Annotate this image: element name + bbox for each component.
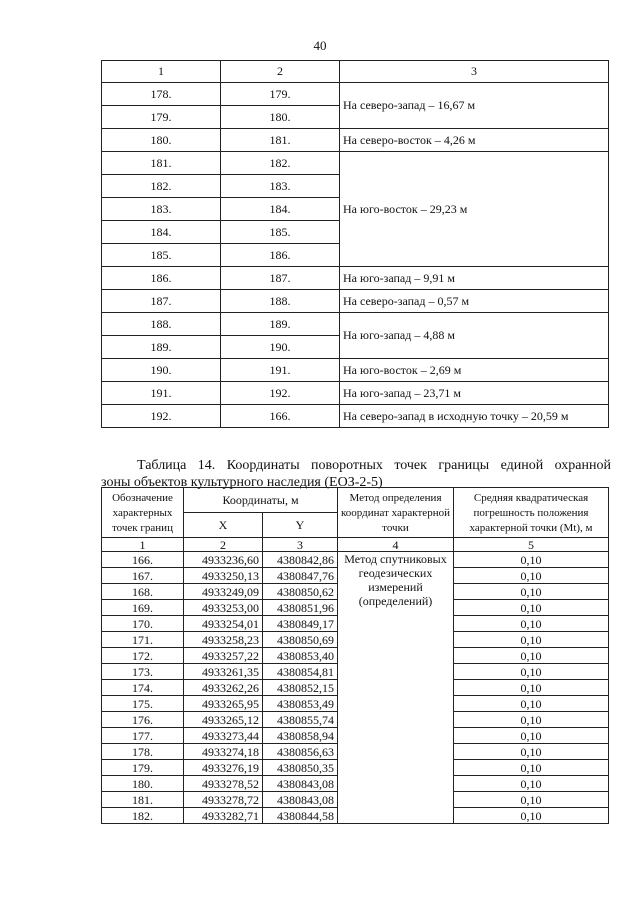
column-number: 3 xyxy=(340,61,609,83)
mt-cell: 0,10 xyxy=(454,728,609,744)
to-point: 182. xyxy=(221,152,340,175)
y-cell: 4380842,86 xyxy=(263,552,338,568)
to-point: 191. xyxy=(221,359,340,382)
from-point: 189. xyxy=(102,336,221,359)
y-cell: 4380856,63 xyxy=(263,744,338,760)
y-cell: 4380843,08 xyxy=(263,792,338,808)
mt-cell: 0,10 xyxy=(454,680,609,696)
to-point: 180. xyxy=(221,106,340,129)
x-cell: 4933274,18 xyxy=(184,744,263,760)
point-cell: 176. xyxy=(102,712,184,728)
mt-cell: 0,10 xyxy=(454,760,609,776)
mt-cell: 0,10 xyxy=(454,664,609,680)
point-cell: 172. xyxy=(102,648,184,664)
point-cell: 167. xyxy=(102,568,184,584)
from-point: 180. xyxy=(102,129,221,152)
point-cell: 175. xyxy=(102,696,184,712)
to-point: 166. xyxy=(221,405,340,428)
column-number: 2 xyxy=(221,61,340,83)
direction-cell: На юго-запад – 4,88 м xyxy=(340,313,609,359)
column-numbers-row xyxy=(102,538,609,552)
table-row xyxy=(102,129,609,152)
table-row xyxy=(102,359,609,382)
to-point: 179. xyxy=(221,83,340,106)
to-point: 183. xyxy=(221,175,340,198)
point-cell: 180. xyxy=(102,776,184,792)
table-row xyxy=(102,313,609,336)
x-cell: 4933273,44 xyxy=(184,728,263,744)
x-cell: 4933257,22 xyxy=(184,648,263,664)
x-cell: 4933265,12 xyxy=(184,712,263,728)
mt-cell: 0,10 xyxy=(454,712,609,728)
table-row xyxy=(102,290,609,313)
y-header: Y xyxy=(263,513,338,538)
y-cell: 4380854,81 xyxy=(263,664,338,680)
table-row xyxy=(102,83,609,106)
to-point: 185. xyxy=(221,221,340,244)
from-point: 185. xyxy=(102,244,221,267)
point-header: Обозначение характерных точек границ xyxy=(102,488,184,538)
from-point: 178. xyxy=(102,83,221,106)
from-point: 182. xyxy=(102,175,221,198)
y-cell: 4380852,15 xyxy=(263,680,338,696)
x-cell: 4933236,60 xyxy=(184,552,263,568)
to-point: 189. xyxy=(221,313,340,336)
mt-cell: 0,10 xyxy=(454,744,609,760)
to-point: 188. xyxy=(221,290,340,313)
caption-line-1: Таблица 14. Координаты поворотных точек границы единой охранной xyxy=(137,458,611,473)
mt-cell: 0,10 xyxy=(454,808,609,824)
y-cell: 4380847,76 xyxy=(263,568,338,584)
to-point: 192. xyxy=(221,382,340,405)
x-cell: 4933278,72 xyxy=(184,792,263,808)
direction-cell: На юго-восток – 2,69 м xyxy=(340,359,609,382)
coordinates-table xyxy=(101,487,609,824)
direction-cell: На северо-восток – 4,26 м xyxy=(340,129,609,152)
table-row xyxy=(102,152,609,175)
point-cell: 179. xyxy=(102,760,184,776)
y-cell: 4380850,62 xyxy=(263,584,338,600)
from-point: 191. xyxy=(102,382,221,405)
table-header-row xyxy=(102,488,609,513)
point-cell: 178. xyxy=(102,744,184,760)
y-cell: 4380853,40 xyxy=(263,648,338,664)
column-number: 1 xyxy=(102,61,221,83)
to-point: 184. xyxy=(221,198,340,221)
direction-cell: На юго-запад – 23,71 м xyxy=(340,382,609,405)
point-cell: 169. xyxy=(102,600,184,616)
from-point: 187. xyxy=(102,290,221,313)
y-cell: 4380843,08 xyxy=(263,776,338,792)
mt-cell: 0,10 xyxy=(454,792,609,808)
direction-cell: На юго-запад – 9,91 м xyxy=(340,267,609,290)
direction-cell: На северо-запад в исходную точку – 20,59 м xyxy=(340,405,609,428)
x-cell: 4933249,09 xyxy=(184,584,263,600)
mt-cell: 0,10 xyxy=(454,616,609,632)
column-number: 1 xyxy=(102,538,184,552)
x-cell: 4933282,71 xyxy=(184,808,263,824)
from-point: 181. xyxy=(102,152,221,175)
direction-cell: На северо-запад – 16,67 м xyxy=(340,83,609,129)
x-cell: 4933265,95 xyxy=(184,696,263,712)
from-point: 183. xyxy=(102,198,221,221)
x-cell: 4933250,13 xyxy=(184,568,263,584)
y-cell: 4380851,96 xyxy=(263,600,338,616)
direction-cell: На юго-восток – 29,23 м xyxy=(340,152,609,267)
table-row xyxy=(102,267,609,290)
from-point: 184. xyxy=(102,221,221,244)
x-cell: 4933254,01 xyxy=(184,616,263,632)
y-cell: 4380844,58 xyxy=(263,808,338,824)
column-number: 5 xyxy=(454,538,609,552)
boundary-directions-table xyxy=(101,60,609,428)
from-point: 179. xyxy=(102,106,221,129)
mt-cell: 0,10 xyxy=(454,648,609,664)
point-cell: 181. xyxy=(102,792,184,808)
x-cell: 4933253,00 xyxy=(184,600,263,616)
error-header: Средняя квадратическая погрешность положения характерной точки (Mt), м xyxy=(454,488,609,538)
point-cell: 174. xyxy=(102,680,184,696)
table-row xyxy=(102,382,609,405)
y-cell: 4380855,74 xyxy=(263,712,338,728)
method-header: Метод определения координат характерной точки xyxy=(338,488,454,538)
point-cell: 177. xyxy=(102,728,184,744)
x-cell: 4933278,52 xyxy=(184,776,263,792)
mt-cell: 0,10 xyxy=(454,568,609,584)
from-point: 186. xyxy=(102,267,221,290)
to-point: 187. xyxy=(221,267,340,290)
point-cell: 168. xyxy=(102,584,184,600)
x-cell: 4933261,35 xyxy=(184,664,263,680)
y-cell: 4380849,17 xyxy=(263,616,338,632)
mt-cell: 0,10 xyxy=(454,776,609,792)
x-cell: 4933276,19 xyxy=(184,760,263,776)
table-caption xyxy=(101,457,611,491)
from-point: 188. xyxy=(102,313,221,336)
y-cell: 4380850,69 xyxy=(263,632,338,648)
caption-line-2: зоны объектов культурного наследия (ЕОЗ-2-5) xyxy=(101,475,383,490)
mt-cell: 0,10 xyxy=(454,600,609,616)
point-cell: 166. xyxy=(102,552,184,568)
point-cell: 171. xyxy=(102,632,184,648)
y-cell: 4380853,49 xyxy=(263,696,338,712)
column-number: 4 xyxy=(338,538,454,552)
x-cell: 4933258,23 xyxy=(184,632,263,648)
table-row xyxy=(102,405,609,428)
table-header-row xyxy=(102,61,609,83)
column-number: 2 xyxy=(184,538,263,552)
mt-cell: 0,10 xyxy=(454,696,609,712)
from-point: 192. xyxy=(102,405,221,428)
point-cell: 182. xyxy=(102,808,184,824)
mt-cell: 0,10 xyxy=(454,632,609,648)
y-cell: 4380858,94 xyxy=(263,728,338,744)
to-point: 186. xyxy=(221,244,340,267)
mt-cell: 0,10 xyxy=(454,552,609,568)
mt-cell: 0,10 xyxy=(454,584,609,600)
to-point: 181. xyxy=(221,129,340,152)
direction-cell: На северо-запад – 0,57 м xyxy=(340,290,609,313)
coordinates-header: Координаты, м xyxy=(184,488,338,513)
table-row xyxy=(102,552,609,568)
x-header: X xyxy=(184,513,263,538)
page-number: 40 xyxy=(313,38,327,53)
x-cell: 4933262,26 xyxy=(184,680,263,696)
y-cell: 4380850,35 xyxy=(263,760,338,776)
point-cell: 173. xyxy=(102,664,184,680)
to-point: 190. xyxy=(221,336,340,359)
point-cell: 170. xyxy=(102,616,184,632)
method-cell: Метод спутниковых геодезических измерений (определений) xyxy=(338,552,454,824)
column-number: 3 xyxy=(263,538,338,552)
from-point: 190. xyxy=(102,359,221,382)
